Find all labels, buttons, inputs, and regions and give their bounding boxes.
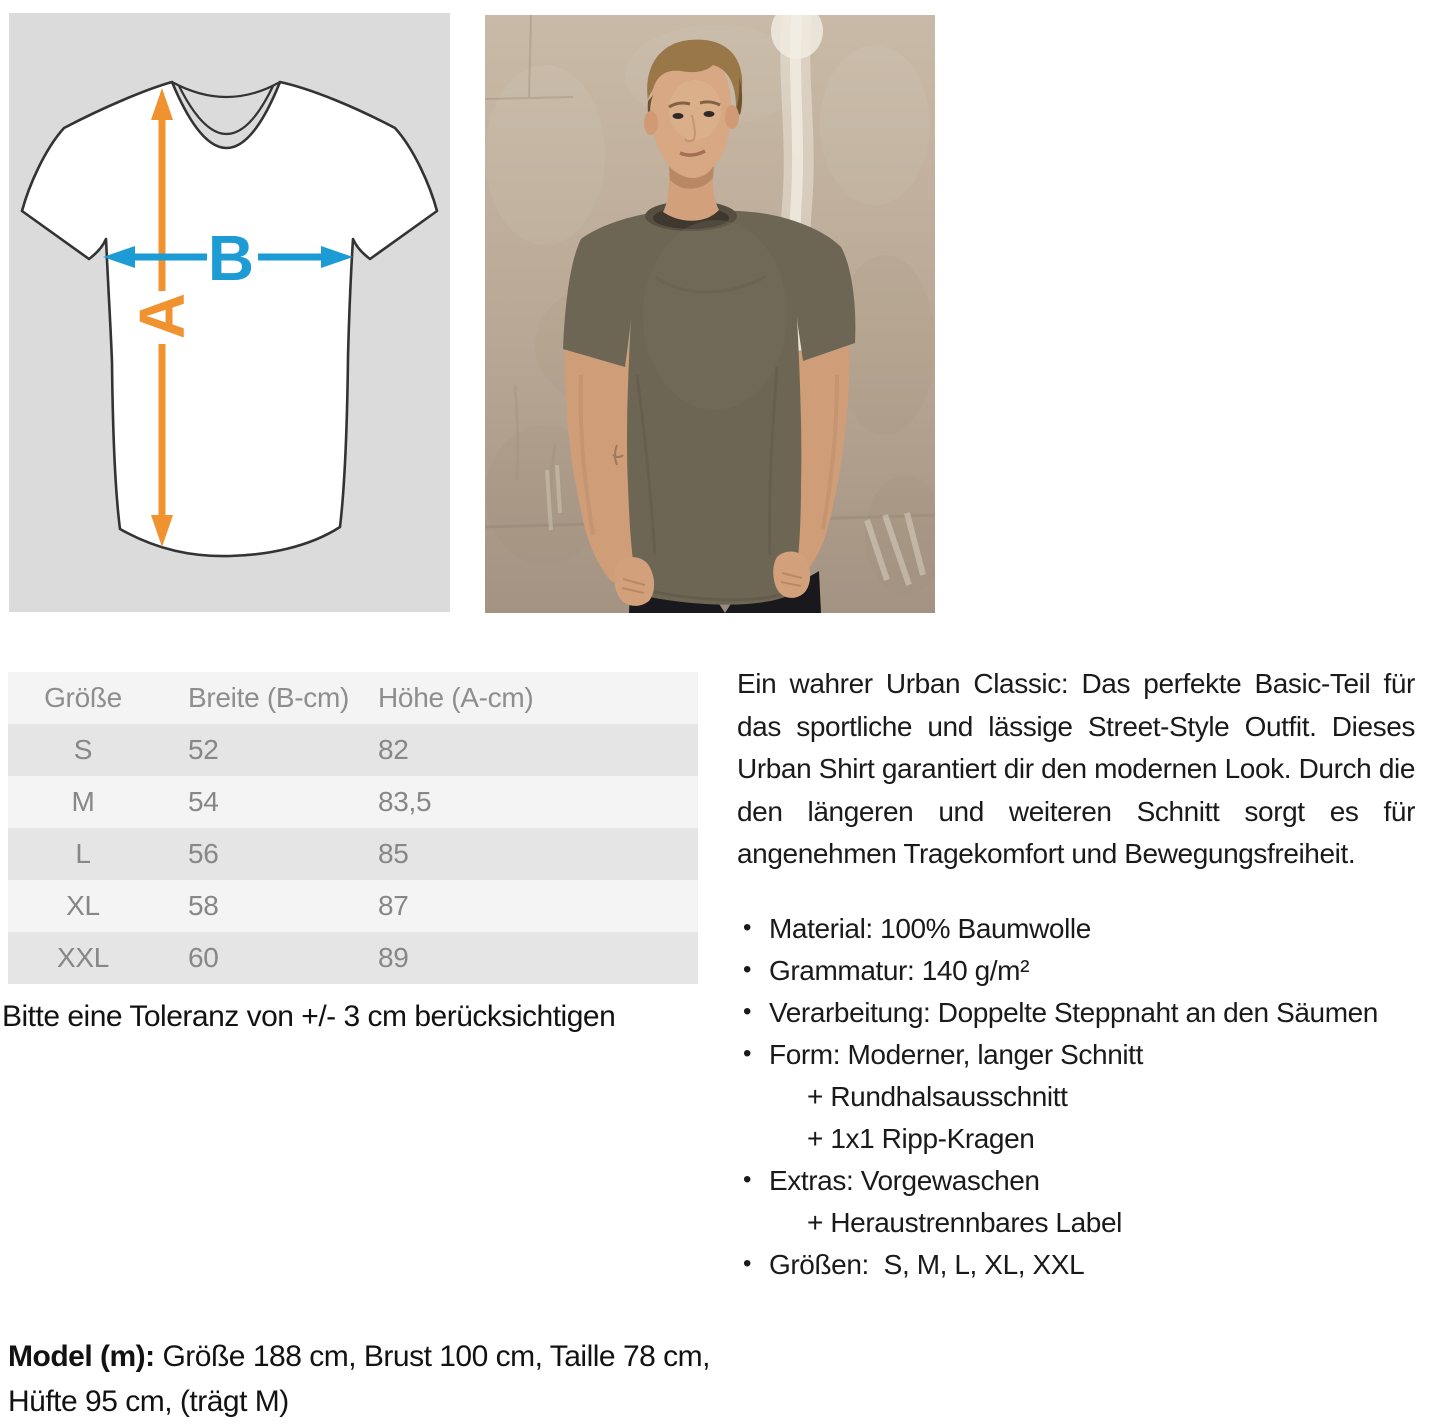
model-info	[8, 1334, 710, 1424]
measure-label-b: B	[207, 222, 255, 294]
feature-rundhals: + Rundhalsausschnitt	[807, 1081, 1068, 1112]
model-info-measurements: Größe 188 cm, Brust 100 cm, Taille 78 cm,	[154, 1340, 710, 1373]
size-table	[8, 672, 698, 984]
table-row	[8, 932, 698, 984]
cell-size: S	[73, 734, 93, 765]
col-header-hoehe: Höhe (A-cm)	[378, 682, 534, 713]
model-info-line2: Hüfte 95 cm, (trägt M)	[8, 1385, 289, 1418]
feature-grammatur: • Grammatur: 140 g/m²	[737, 950, 1427, 992]
col-header-groesse: Größe	[44, 682, 122, 713]
cell-breite: 56	[188, 838, 219, 869]
size-table-header	[8, 672, 698, 724]
cell-size: M	[71, 786, 95, 817]
table-row	[8, 776, 698, 828]
cell-hoehe: 87	[378, 890, 409, 921]
cell-breite: 54	[188, 786, 219, 817]
feature-rippkragen: + 1x1 Ripp-Kragen	[807, 1123, 1035, 1154]
measure-label-a: A	[126, 292, 198, 340]
feature-groessen: • Größen: S, M, L, XL, XXL	[737, 1244, 1427, 1286]
feature-extras: • Extras: Vorgewaschen	[737, 1160, 1427, 1202]
size-diagram-svg	[9, 13, 450, 612]
model-photo	[485, 15, 935, 613]
cell-breite: 58	[188, 890, 219, 921]
table-row	[8, 828, 698, 880]
cell-size: XL	[66, 890, 100, 921]
model-photo-svg	[485, 15, 935, 613]
table-row	[8, 880, 698, 932]
size-diagram	[9, 13, 450, 612]
feature-form: • Form: Moderner, langer Schnitt	[737, 1034, 1427, 1076]
feature-material: • Material: 100% Baumwolle	[737, 908, 1427, 950]
product-description: Ein wahrer Urban Classic: Das perfekte Basic-Teil für das sportliche und lässige Street-Style Outfit. Dieses Urban Shirt garantiert dir den modernen Look. Durch die den längeren und weiteren Schnitt sorgt es für angenehmen Tragekomfort und Bewegungsfreiheit.	[737, 668, 1415, 869]
cell-size: XXL	[56, 942, 110, 973]
feature-verarbeitung: • Verarbeitung: Doppelte Steppnaht an den Säumen	[737, 992, 1427, 1034]
cell-hoehe: 89	[378, 942, 409, 973]
cell-hoehe: 82	[378, 734, 409, 765]
cell-breite: 52	[188, 734, 219, 765]
model-info-label: Model (m):	[8, 1340, 155, 1373]
feature-label: + Heraustrennbares Label	[807, 1207, 1122, 1238]
col-header-breite: Breite (B-cm)	[188, 682, 349, 713]
cell-breite: 60	[188, 942, 219, 973]
feature-list	[737, 908, 1427, 1286]
cell-size: L	[75, 838, 91, 869]
cell-hoehe: 85	[378, 838, 409, 869]
tolerance-note: Bitte eine Toleranz von +/- 3 cm berücksichtigen	[2, 1000, 616, 1033]
cell-hoehe: 83,5	[378, 786, 432, 817]
table-row	[8, 724, 698, 776]
